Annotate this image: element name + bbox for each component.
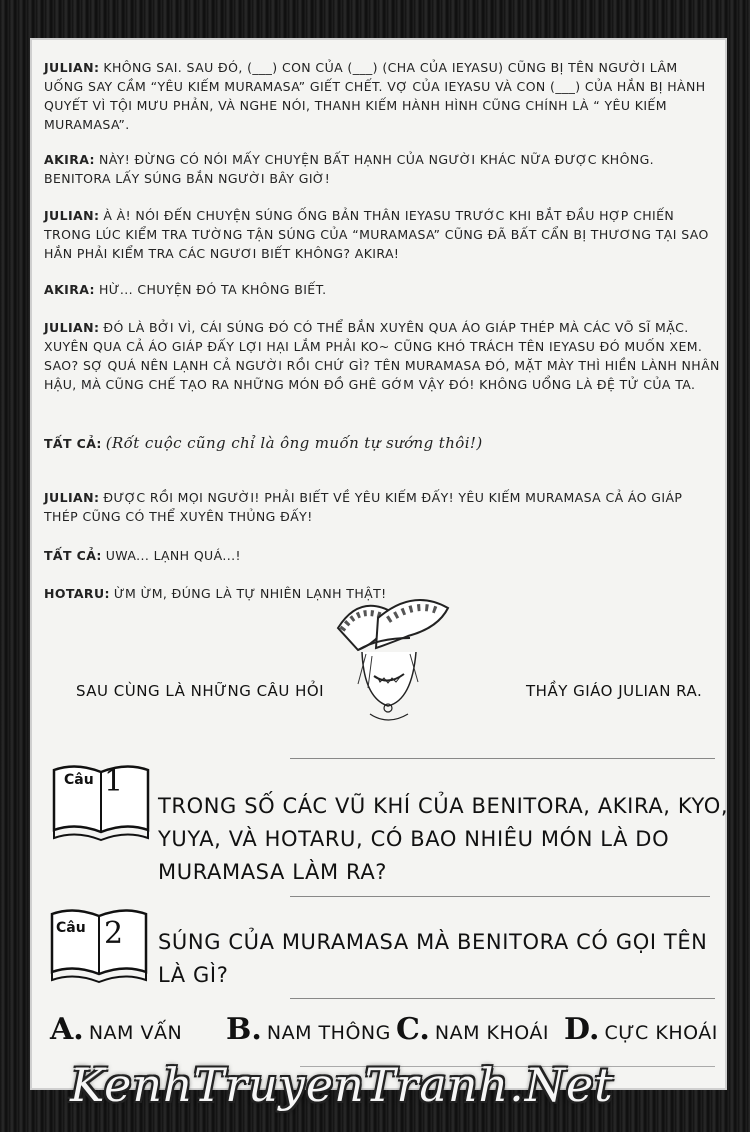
site-watermark: KenhTruyenTranh.Net (70, 1058, 614, 1112)
speaker: JULIAN: (44, 490, 100, 505)
question-1-number: 1 (104, 764, 124, 799)
answer-a (50, 1012, 182, 1047)
question-2-number: 2 (104, 916, 124, 951)
dialogue-line (44, 206, 720, 263)
answer-letter: A. (50, 1012, 84, 1047)
dialogue-line (44, 434, 720, 453)
answer-text: NAM THÔNG (266, 1022, 391, 1044)
answer-letter: B. (226, 1012, 262, 1047)
dialogue-text: KHÔNG SAI. SAU ĐÓ, (___) CON CỦA (___) (CHA CỦA IEYASU) CŨNG BỊ TÊN NGƯỜI LÂM UỐNG SAY CẦM “YÊU KIẾM MURAMASA” GIẾT CHẾT. VỢ CỦA IEYASU VÀ CON (___) CỦA HẮN BỊ HÀNH QUYẾT VÌ TỘI MƯU PHẢN, VÀ NGHE NÓI, THANH KIẾM HÀNH HÌNH CŨNG CHÍNH LÀ “ YÊU KIẾM MURAMASA”. (44, 60, 706, 132)
note-right: THẦY GIÁO JULIAN RA. (526, 682, 703, 700)
divider-line (290, 896, 710, 897)
question-1-line: TRONG SỐ CÁC VŨ KHÍ CỦA BENITORA, AKIRA, KYO, (158, 794, 729, 818)
speaker: TẤT CẢ: (44, 436, 102, 451)
answer-options (50, 1012, 730, 1052)
answer-b (226, 1012, 391, 1047)
dialogue-line (44, 546, 720, 565)
speaker: JULIAN: (44, 208, 100, 223)
dialogue-line (44, 280, 720, 299)
speaker: AKIRA: (44, 282, 95, 297)
question-2-line: LÀ GÌ? (158, 963, 229, 987)
answer-letter: D. (564, 1012, 600, 1047)
question-1-line: YUYA, VÀ HOTARU, CÓ BAO NHIÊU MÓN LÀ DO (158, 827, 670, 851)
dialogue-text: NÀY! ĐỪNG CÓ NÓI MẤY CHUYỆN BẤT HẠNH CỦA NGƯỜI KHÁC NỮA ĐƯỢC KHÔNG. BENITORA LẤY SÚNG BẮN NGƯỜI BÂY GIỜ! (44, 152, 655, 186)
handwritten-aside: (Rốt cuộc cũng chỉ là ông muốn tự sướng thôi!) (105, 434, 483, 452)
dialogue-text: ĐÓ LÀ BỞI VÌ, CÁI SÚNG ĐÓ CÓ THỂ BẮN XUYÊN QUA ÁO GIÁP THÉP MÀ CÁC VÕ SĨ MẶC. XUYÊN QUA CẢ ÁO GIÁP ĐẤY LỢI HẠI LẮM PHẢI KO~ CŨNG KHÓ TRÁCH TÊN IEYASU ĐÓ MUỐN XEM. SAO? SỢ QUÁ NÊN LẠNH CẢ NGƯỜI RỒI CHỨ GÌ? TÊN MURAMASA ĐÓ, MẶT MÀY THÌ HIỀN LÀNH NHÂN HẬU, MÀ CŨNG CHẾ TẠO RA NHỮNG MÓN ĐỒ GHÊ GỚM VẬY ĐÓ! KHÔNG UỔNG LÀ ĐỆ TỬ CỦA TA. (44, 320, 720, 392)
question-2-label: Câu (56, 920, 86, 936)
question-1-text (158, 790, 728, 889)
divider-line (290, 758, 715, 759)
dialogue-text: ỪM ỪM, ĐÚNG LÀ TỰ NHIÊN LẠNH THẬT! (113, 586, 387, 601)
answer-c (396, 1012, 549, 1047)
answer-text: NAM KHOÁI (434, 1022, 550, 1044)
dialogue-line (44, 318, 720, 394)
question-2-line: SÚNG CỦA MURAMASA MÀ BENITORA CÓ GỌI TÊN (158, 930, 708, 954)
speaker: JULIAN: (44, 320, 100, 335)
dialogue-line (44, 58, 720, 134)
question-1-book-icon (46, 760, 156, 842)
dialogue-line (44, 488, 720, 526)
dialogue-text: ĐƯỢC RỒI MỌI NGƯỜI! PHẢI BIẾT VỀ YÊU KIẾM ĐẤY! YÊU KIẾM MURAMASA CẢ ÁO GIÁP THÉP CŨNG CÓ THỂ XUYÊN THỦNG ĐẤY! (44, 490, 683, 524)
dialogue-text: HỪ... CHUYỆN ĐÓ TA KHÔNG BIẾT. (98, 282, 327, 297)
answer-d (564, 1012, 718, 1047)
answer-text: CỰC KHOÁI (604, 1022, 718, 1044)
question-2-text (158, 926, 708, 992)
dialogue-text: UWA... LẠNH QUÁ...! (105, 548, 241, 563)
speaker: TẤT CẢ: (44, 548, 102, 563)
divider-line (290, 998, 715, 999)
dialogue-text: À À! NÓI ĐẾN CHUYỆN SÚNG ỐNG BẢN THÂN IEYASU TRƯỚC KHI BẮT ĐẦU HỢP CHIẾN TRONG LÚC KIỂM TRA TƯỜNG TẬN SÚNG CỦA “MURAMASA” CŨNG ĐÃ BẤT CẨN BỊ THƯƠNG TẠI SAO HẮN PHẢI KIỂM TRA CÁC NGƯƠI BIẾT KHÔNG? AKIRA! (44, 208, 709, 261)
dialogue-line (44, 150, 720, 188)
answer-text: NAM VẤN (88, 1022, 183, 1044)
question-1-line: MURAMASA LÀM RA? (158, 860, 388, 884)
note-left: SAU CÙNG LÀ NHỮNG CÂU HỎI (76, 682, 325, 700)
answer-letter: C. (396, 1012, 430, 1047)
speaker: JULIAN: (44, 60, 100, 75)
question-1-label: Câu (64, 772, 94, 788)
julian-illustration (318, 588, 458, 728)
question-2-book-icon (44, 904, 154, 984)
speaker: HOTARU: (44, 586, 110, 601)
speaker: AKIRA: (44, 152, 95, 167)
